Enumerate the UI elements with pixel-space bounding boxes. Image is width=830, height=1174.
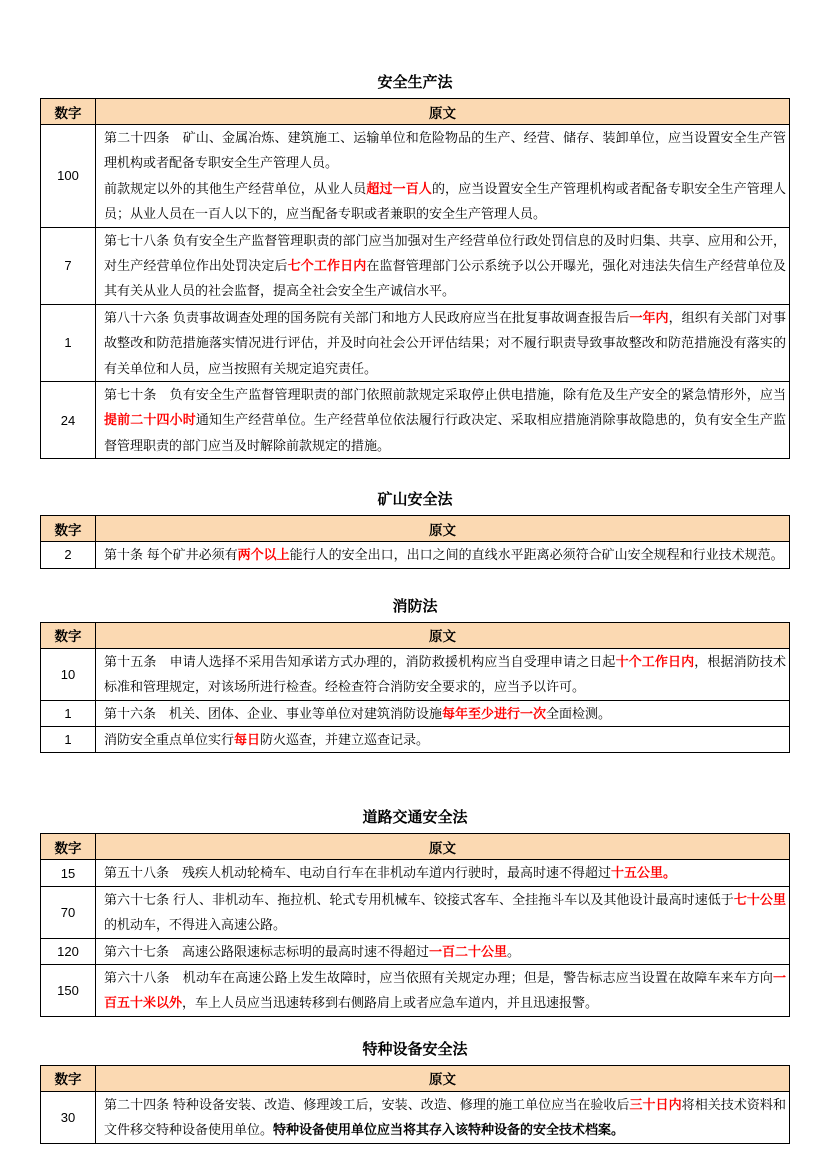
law-text-cell	[96, 227, 790, 304]
law-text-cell	[96, 382, 790, 459]
text-segment: 第二十四条 矿山、金属冶炼、建筑施工、运输单位和危险物品的生产、经营、储存、装卸单位，应当设置安全生产管理机构或者配备专职安全生产管理人员。	[104, 130, 786, 171]
table-body	[41, 860, 790, 1016]
text-segment: 第十条 每个矿井必须有	[104, 547, 238, 563]
table-row	[41, 125, 790, 228]
table-row	[41, 648, 790, 700]
column-header-text: 原文	[96, 99, 790, 125]
law-text-cell	[96, 648, 790, 700]
law-text-cell	[96, 964, 790, 1016]
header-row	[41, 1065, 790, 1091]
law-text-cell	[96, 125, 790, 228]
text-segment: 的，应当设置安全生产管理机构或者配备专职安全生产管理人员；从业人员在一百人以下的，应当配备专职或者兼职的安全生产管理人员。	[104, 180, 786, 222]
table-body	[41, 542, 790, 568]
header-row	[41, 622, 790, 648]
law-table	[40, 1065, 790, 1144]
law-text-cell	[96, 860, 790, 886]
text-segment: 能行人的安全出口，出口之间的直线水平距离必须符合矿山安全规程和行业技术规范。	[289, 547, 784, 563]
table-row	[41, 726, 790, 752]
table-body	[41, 648, 790, 753]
table-row	[41, 964, 790, 1016]
text-segment: 第十五条 申请人选择不采用告知承诺方式办理的，消防救援机构应当自受理申请之日起	[104, 653, 616, 669]
table-header	[41, 1065, 790, 1091]
number-cell: 24	[41, 382, 96, 459]
text-segment: ，组织有关部门对事故整改和防范措施落实情况进行评估，并及时向社会公开评估结果；对不履行职责导致事故整改和防范措施没有落实的有关单位和人员，应当按照有关规定追究责任。	[104, 309, 786, 376]
law-text-cell	[96, 542, 790, 568]
table-body	[41, 125, 790, 459]
column-header-text: 原文	[96, 1065, 790, 1091]
law-text-cell	[96, 1091, 790, 1143]
highlight-segment: 一百二十公里	[429, 943, 508, 959]
text-segment: ，根据消防技术标准和管理规定，对该场所进行检查。经检查符合消防安全要求的，应当予以许可。	[104, 653, 786, 695]
highlight-segment: 一年内	[629, 309, 669, 325]
table-row	[41, 938, 790, 964]
number-cell: 1	[41, 700, 96, 726]
table-header	[41, 622, 790, 648]
table-row	[41, 542, 790, 568]
text-segment: 消防安全重点单位实行	[104, 731, 235, 747]
column-header-number: 数字	[41, 99, 96, 125]
number-cell: 70	[41, 886, 96, 938]
table-row	[41, 860, 790, 886]
table-row	[41, 227, 790, 304]
text-segment: 通知生产经营单位。生产经营单位依法履行行政决定、采取相应措施消除事故隐患的，负有安全生产监督管理职责的部门应当及时解除前款规定的措施。	[104, 412, 786, 453]
header-row	[41, 516, 790, 542]
highlight-segment: 一百五十米以外	[104, 969, 786, 1011]
highlight-segment: 七十公里	[733, 891, 786, 907]
number-cell: 150	[41, 964, 96, 1016]
law-title: 安全生产法	[377, 74, 453, 91]
bold-segment: 特种设备使用单位应当将其存入该特种设备的安全技术档案。	[273, 1122, 625, 1138]
law-text-cell	[96, 726, 790, 752]
text-segment: 第二十四条 特种设备安装、改造、修理竣工后，安装、改造、修理的施工单位应当在验收后	[104, 1096, 630, 1112]
table-header	[41, 834, 790, 860]
text-segment: ，车上人员应当迅速转移到右侧路肩上或者应急车道内，并且迅速报警。	[182, 995, 599, 1011]
law-text-cell	[96, 304, 790, 381]
number-cell: 120	[41, 938, 96, 964]
column-header-number: 数字	[41, 834, 96, 860]
text-segment: 前款规定以外的其他生产经营单位，从业人员	[104, 180, 367, 196]
highlight-segment: 每日	[234, 731, 261, 747]
text-segment: 全面检测。	[546, 705, 612, 721]
number-cell: 2	[41, 542, 96, 568]
number-cell: 1	[41, 304, 96, 381]
column-header-text: 原文	[96, 622, 790, 648]
column-header-number: 数字	[41, 1065, 96, 1091]
text-segment: 第十六条 机关、团体、企业、事业等单位对建筑消防设施	[104, 705, 443, 721]
law-title: 消防法	[392, 597, 438, 615]
table-row	[41, 382, 790, 459]
column-header-text: 原文	[96, 516, 790, 542]
text-segment: 防火巡查，并建立巡查记录。	[260, 731, 430, 747]
law-title: 特种设备安全法	[362, 1040, 468, 1058]
number-cell: 100	[41, 125, 96, 228]
table-row	[41, 1091, 790, 1143]
header-row	[41, 834, 790, 860]
law-section	[40, 492, 790, 568]
law-table	[40, 622, 790, 754]
column-header-text: 原文	[96, 834, 790, 860]
law-table	[40, 98, 790, 459]
table-header	[41, 516, 790, 542]
text-segment: 在监督管理部门公示系统予以公开曝光，强化对违法失信生产经营单位及其有关从业人员的社会监督，提高全社会安全生产诚信水平。	[104, 258, 786, 299]
column-header-number: 数字	[41, 516, 96, 542]
table-row	[41, 700, 790, 726]
table-header	[41, 99, 790, 125]
law-table	[40, 833, 790, 1016]
text-segment: 第五十八条 残疾人机动轮椅车、电动自行车在非机动车道内行驶时，最高时速不得超过	[104, 865, 612, 881]
text-segment: 第六十七条 行人、非机动车、拖拉机、轮式专用机械车、铰接式客车、全挂拖斗车以及其他设计最高时速低于	[104, 891, 734, 907]
text-segment: 将相关技术资料和文件移交特种设备使用单位。	[104, 1096, 786, 1138]
number-cell: 10	[41, 648, 96, 700]
table-row	[41, 886, 790, 938]
text-segment: 第六十七条 高速公路限速标志标明的最高时速不得超过	[104, 943, 430, 959]
number-cell: 15	[41, 860, 96, 886]
number-cell: 7	[41, 227, 96, 304]
law-title: 道路交通安全法	[362, 809, 468, 827]
text-segment: 第七十条 负有安全生产监督管理职责的部门依照前款规定采取停止供电措施，除有危及生产安全的紧急情形外，应当	[104, 387, 786, 403]
highlight-segment: 十五公里。	[611, 865, 677, 881]
highlight-segment: 两个以上	[237, 547, 290, 563]
text-segment: 的机动车，不得进入高速公路。	[104, 917, 287, 933]
highlight-segment: 超过一百人	[366, 180, 432, 196]
law-text-cell	[96, 886, 790, 938]
text-segment: 第八十六条 负责事故调查处理的国务院有关部门和地方人民政府应当在批复事故调查报告后	[104, 309, 630, 325]
law-section	[40, 810, 790, 1016]
column-header-number: 数字	[41, 622, 96, 648]
table-row	[41, 304, 790, 381]
highlight-segment: 十个工作日内	[615, 653, 695, 669]
highlight-segment: 七个工作日内	[287, 258, 367, 274]
law-section	[40, 1042, 790, 1144]
highlight-segment: 三十日内	[629, 1096, 682, 1112]
text-segment: 第七十八条 负有安全生产监督管理职责的部门应当加强对生产经营单位行政处罚信息的及时归集、共享、应用和公开，对生产经营单位作出处罚决定后	[104, 232, 786, 274]
number-cell: 30	[41, 1091, 96, 1143]
law-text-cell	[96, 700, 790, 726]
table-body	[41, 1091, 790, 1143]
law-title: 矿山安全法	[377, 491, 453, 509]
law-text-cell	[96, 938, 790, 964]
highlight-segment: 提前二十四小时	[104, 412, 196, 428]
highlight-segment: 每年至少进行一次	[442, 705, 547, 721]
law-section	[40, 75, 790, 459]
law-table	[40, 515, 790, 568]
law-section	[40, 599, 790, 754]
number-cell: 1	[41, 726, 96, 752]
text-segment: 。	[507, 943, 521, 959]
header-row	[41, 99, 790, 125]
text-segment: 第六十八条 机动车在高速公路上发生故障时，应当依照有关规定办理；但是，警告标志应当设置在故障车来车方向	[104, 969, 773, 985]
